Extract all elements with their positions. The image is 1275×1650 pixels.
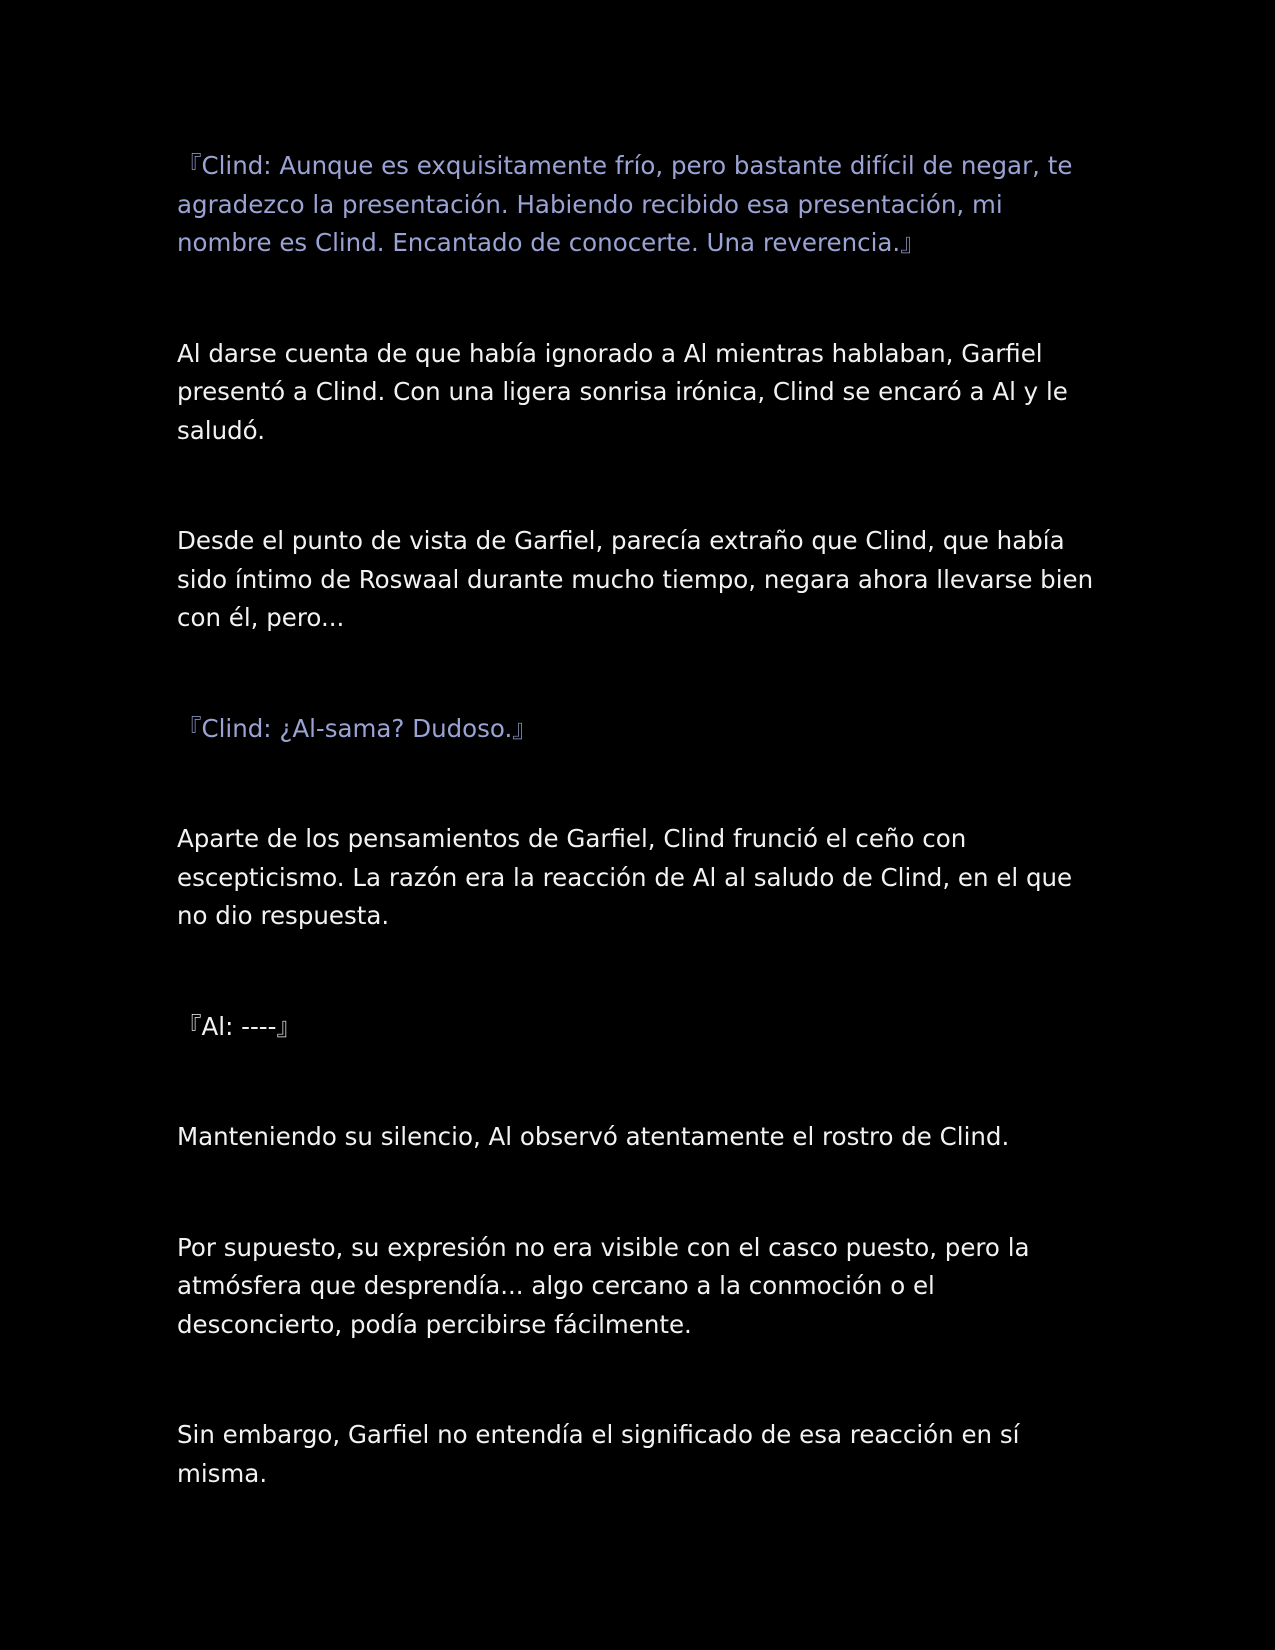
dialogue-paragraph-al: 『Al: ----』 [177,1011,301,1041]
narration-paragraph: Desde el punto de vista de Garfiel, parecía extraño que Clind, que había sido íntimo de Roswaal durante mucho tiempo, negara ahora llevarse bien con él, pero... [177,526,1094,632]
narration-paragraph: Al darse cuenta de que había ignorado a Al mientras hablaban, Garfiel presentó a Clind. Con una ligera sonrisa irónica, Clind se encaró a Al y le saludó. [177,338,1068,445]
document-page [177,147,1097,1493]
dialogue-paragraph: 『Clind: ¿Al-sama? Dudoso.』 [177,713,537,743]
narration-paragraph: Manteniendo su silencio, Al observó atentamente el rostro de Clind. [177,1122,1010,1151]
narration-paragraph: Por supuesto, su expresión no era visible con el casco puesto, pero la atmósfera que desprendía... algo cercano a la conmoción o el desconcierto, podía percibirse fácilmente. [177,1232,1030,1339]
dialogue-paragraph: 『Clind: Aunque es exquisitamente frío, pero bastante difícil de negar, te agradezco la presentación. Habiendo recibido esa presentación, mi nombre es Clind. Encantado de conocerte. Una reverencia.』 [177,151,1073,257]
narration-paragraph: Aparte de los pensamientos de Garfiel, Clind frunció el ceño con escepticismo. La razón era la reacción de Al al saludo de Clind, en el que no dio respuesta. [177,824,1073,930]
narration-paragraph: Sin embargo, Garfiel no entendía el significado de esa reacción en sí misma. [177,1420,1020,1488]
